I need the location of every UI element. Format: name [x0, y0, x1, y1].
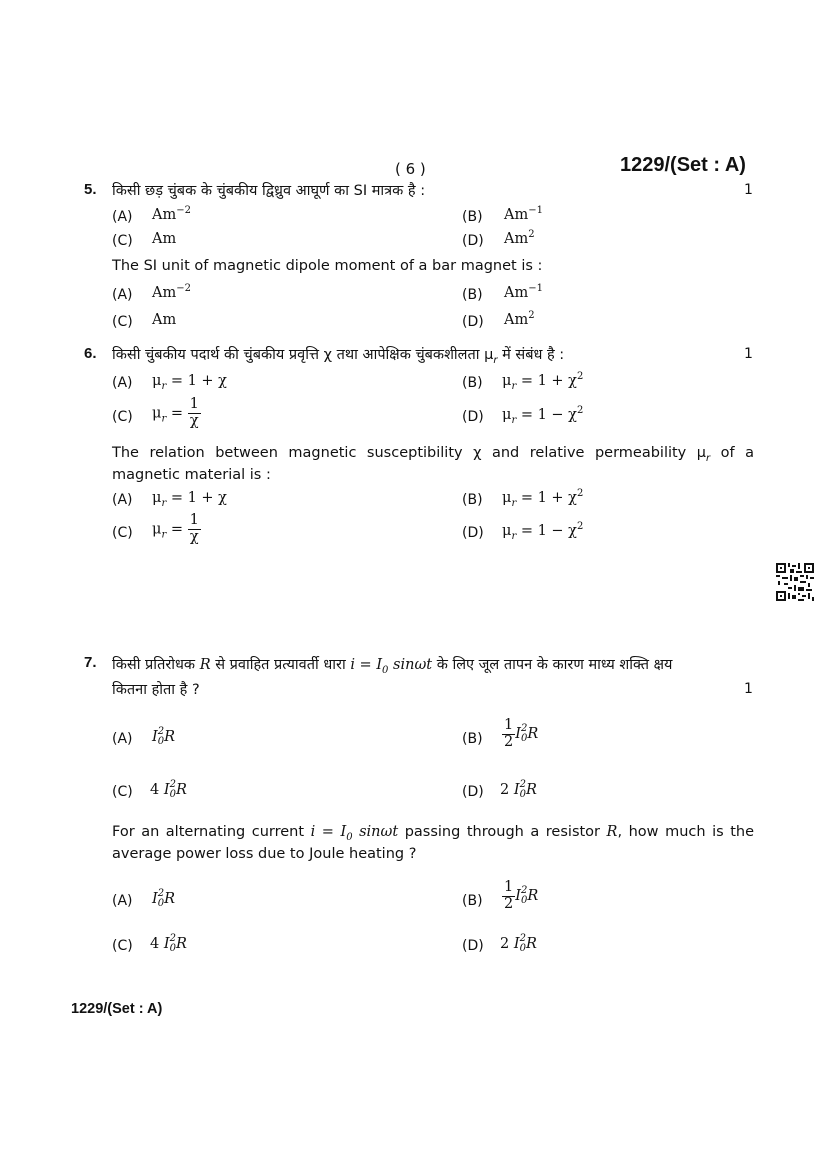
q7-hi-option-a: I 2 0 R — [152, 726, 176, 747]
q6-hi-option-b: $\mu_r = 1 + \chi^2$ — [502, 371, 584, 392]
q7-en-option-d-label: (D) — [462, 938, 484, 954]
q5-en-option-a-label: (A) — [112, 287, 133, 303]
q5-en-option-a: $Am^{-2}$ — [152, 283, 191, 301]
q6-en-option-a-label: (A) — [112, 492, 133, 508]
question-5-marks: 1 — [744, 182, 753, 198]
question-5-hindi: किसी छड़ चुंबक के चुंबकीय द्विध्रुव आघूर्ण का SI मात्रक है : — [112, 183, 426, 199]
q5-hi-option-b: $Am^{-1}$ — [504, 205, 543, 223]
q6-en-option-d: $\mu_r = 1 - \chi^2$ — [502, 521, 584, 542]
set-code-header: 1229/(Set : A) — [620, 154, 746, 176]
q7-hi-option-b: $\frac{1}{2}$ I 2 0 R — [504, 717, 539, 750]
q7-en-option-a: I 2 0 R — [152, 888, 176, 909]
question-6-number: 6. — [84, 345, 97, 362]
q7-en-option-a-label: (A) — [112, 893, 133, 909]
q6-en-option-d-label: (D) — [462, 525, 484, 541]
q7-hi-option-b-label: (B) — [462, 731, 483, 747]
question-5-english: The SI unit of magnetic dipole moment of a bar magnet is : — [112, 258, 543, 274]
q6-hi-option-a: $\mu_r = 1 + \chi$ — [152, 373, 227, 392]
q6-en-option-c-label: (C) — [112, 525, 133, 541]
q6-hi-option-b-label: (B) — [462, 375, 483, 391]
set-code-footer: 1229/(Set : A) — [71, 1001, 163, 1017]
q5-hi-option-a: $Am^{-2}$ — [152, 205, 191, 223]
q5-hi-option-c: Am — [152, 231, 177, 247]
question-6-marks: 1 — [744, 346, 753, 362]
question-7-marks: 1 — [744, 681, 753, 697]
question-6-hindi: किसी चुंबकीय पदार्थ की चुंबकीय प्रवृत्ति χ तथा आपेक्षिक चुंबकशीलता $\mu_r$ में संबंध है : — [112, 347, 565, 366]
q5-hi-option-a-label: (A) — [112, 209, 133, 225]
question-7-hindi: किसी प्रतिरोधक R से प्रवाहित प्रत्यावर्ती धारा $i = I_0$ sinωt के लिए जूल तापन के कारण माध्य शक्ति क्षय — [112, 657, 673, 676]
q6-hi-option-d: $\mu_r = 1 - \chi^2$ — [502, 405, 584, 426]
qr-code-icon — [776, 563, 814, 601]
q6-hi-option-c: $\mu_r$ = $\frac{1}{\chi}$ — [152, 396, 199, 429]
q5-hi-option-d-label: (D) — [462, 233, 484, 249]
q5-hi-option-d: Am$^2$ — [504, 229, 535, 247]
question-7-hindi-line2: कितना होता है ? — [112, 682, 200, 698]
question-5-number: 5. — [84, 181, 97, 198]
q7-hi-option-c: 4 I 2 0 R — [150, 779, 187, 800]
q7-en-option-c-label: (C) — [112, 938, 133, 954]
q7-hi-option-d: 2 I 2 0 R — [500, 779, 537, 800]
q5-hi-option-c-label: (C) — [112, 233, 133, 249]
question-7-number: 7. — [84, 654, 97, 671]
q5-en-option-c: Am — [152, 312, 177, 328]
q6-en-option-b: $\mu_r = 1 + \chi^2$ — [502, 488, 584, 509]
question-6-english: The relation between magnetic susceptibility χ and relative permeability $\mu_r$ of a magnetic material is : — [112, 445, 754, 483]
q6-en-option-a: $\mu_r = 1 + \chi$ — [152, 490, 227, 509]
q5-hi-option-b-label: (B) — [462, 209, 483, 225]
q5-en-option-c-label: (C) — [112, 314, 133, 330]
q6-hi-option-c-label: (C) — [112, 409, 133, 425]
q5-en-option-b: $Am^{-1}$ — [504, 283, 543, 301]
q6-en-option-b-label: (B) — [462, 492, 483, 508]
question-7-english: For an alternating current $i = I_0$ sinωt passing through a resistor R, how much is the average power loss due to Joule heating ? — [112, 824, 754, 862]
q7-hi-option-a-label: (A) — [112, 731, 133, 747]
q6-hi-option-a-label: (A) — [112, 375, 133, 391]
q6-en-option-c: $\mu_r$ = $\frac{1}{\chi}$ — [152, 512, 199, 545]
q7-hi-option-c-label: (C) — [112, 784, 133, 800]
q7-hi-option-d-label: (D) — [462, 784, 484, 800]
q5-en-option-d: Am$^2$ — [504, 310, 535, 328]
q7-en-option-d: 2 I 2 0 R — [500, 933, 537, 954]
q5-en-option-b-label: (B) — [462, 287, 483, 303]
q6-hi-option-d-label: (D) — [462, 409, 484, 425]
q7-en-option-b: $\frac{1}{2}$ I 2 0 R — [504, 879, 539, 912]
q5-en-option-d-label: (D) — [462, 314, 484, 330]
q7-en-option-b-label: (B) — [462, 893, 483, 909]
q7-en-option-c: 4 I 2 0 R — [150, 933, 187, 954]
page-number: ( 6 ) — [395, 160, 426, 178]
